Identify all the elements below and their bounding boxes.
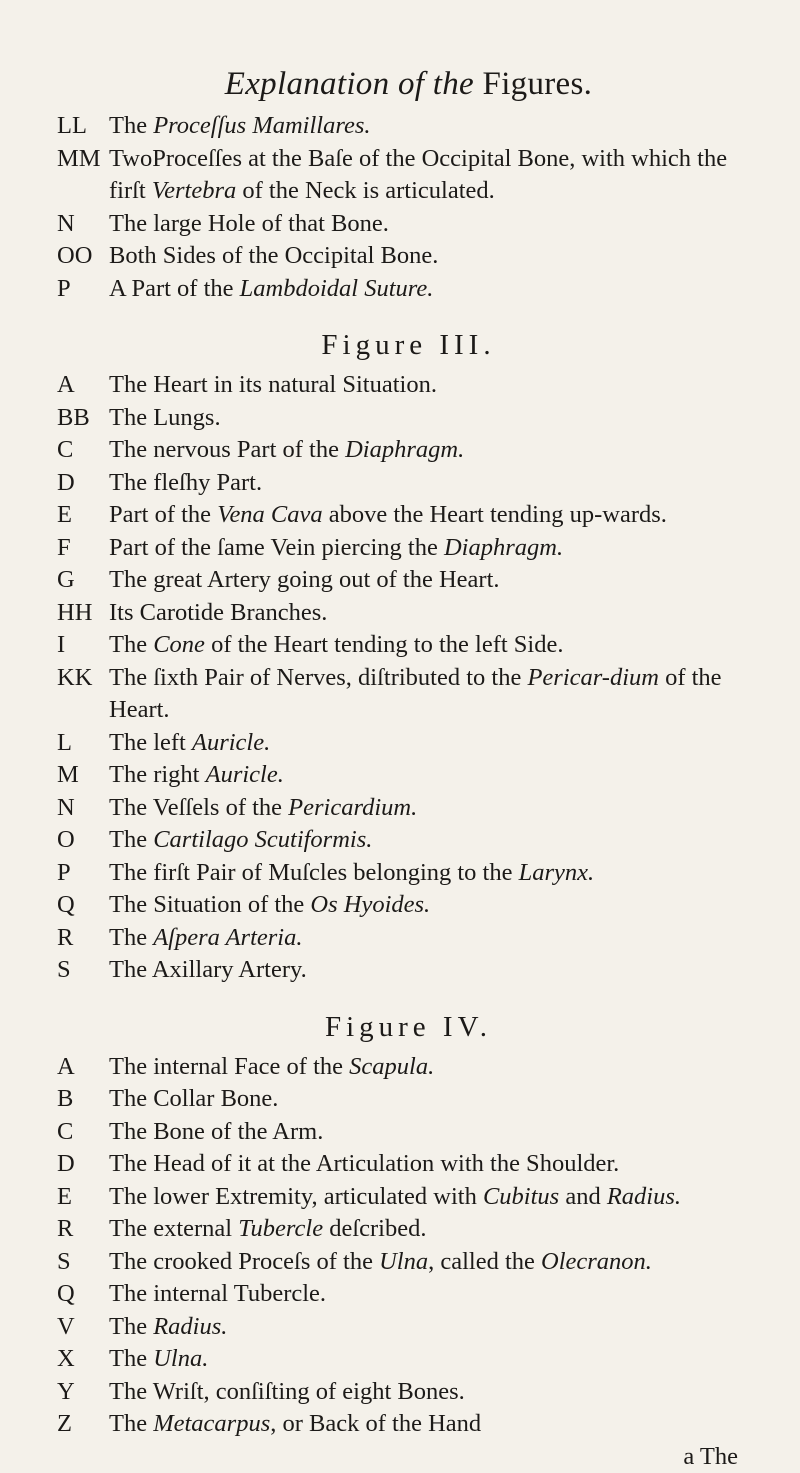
legend-text <box>109 499 760 532</box>
text-run: The nervous Part of the <box>109 436 346 463</box>
legend-key: A <box>57 1052 75 1080</box>
running-head <box>57 62 760 106</box>
legend-key: KK <box>57 663 93 691</box>
legend-entry <box>57 110 760 143</box>
legend-key: E <box>57 501 72 528</box>
legend-text <box>109 1051 760 1084</box>
legend-key: P <box>57 858 71 886</box>
text-run: of the Neck is articulated. <box>236 177 495 204</box>
legend-text <box>109 369 760 402</box>
text-run: Both Sides of the Occipital Bone. <box>109 242 439 269</box>
legend-key: I <box>57 631 66 658</box>
italic-term: Diaphragm. <box>443 533 564 561</box>
legend-entry <box>57 208 760 241</box>
legend-entry <box>57 759 760 792</box>
legend-key: N <box>57 209 75 237</box>
legend-key: OO <box>57 242 93 269</box>
legend-text <box>109 208 760 241</box>
italic-term: Proceſſus Mamillares. <box>153 112 371 139</box>
legend-key: C <box>57 1117 74 1145</box>
italic-term: Larynx. <box>518 858 595 886</box>
legend-key: S <box>57 956 71 983</box>
text-run: The Bone of the Arm. <box>109 1117 324 1145</box>
legend-text <box>109 1213 760 1246</box>
legend-text <box>109 727 760 760</box>
italic-term: Radius. <box>606 1182 682 1210</box>
text-run: The Lungs. <box>109 403 221 431</box>
running-head-italic: Explanation of the <box>224 66 474 102</box>
text-run: deſcribed. <box>323 1215 427 1242</box>
legend-entry <box>57 1083 760 1116</box>
text-run: The left <box>109 728 192 756</box>
legend-key: G <box>57 566 75 593</box>
italic-term: Radius. <box>153 1312 228 1340</box>
text-run: Part of the ſame Vein piercing the <box>109 533 444 561</box>
legend-entry <box>57 1213 760 1246</box>
text-run: The <box>109 1410 154 1437</box>
legend-key: R <box>57 1215 74 1242</box>
text-run: The <box>109 112 154 139</box>
text-run: The fleſhy Part. <box>109 468 263 496</box>
text-run: The Collar Bone. <box>109 1085 279 1112</box>
text-run: The crooked Proceſs of the <box>109 1247 380 1275</box>
legend-entry <box>57 629 760 662</box>
text-run: The <box>109 923 154 951</box>
legend-key: X <box>57 1345 75 1372</box>
italic-term: Cartilago Scutiformis. <box>153 826 373 853</box>
legend-entry <box>57 922 760 955</box>
figure-3-list <box>57 369 760 987</box>
legend-entry <box>57 1311 760 1344</box>
italic-term: Pericar-dium <box>527 663 659 691</box>
text-run: A Part of the <box>109 274 240 302</box>
italic-term: Tubercle <box>238 1215 324 1242</box>
italic-term: Olecranon. <box>541 1247 652 1275</box>
legend-text <box>109 1246 760 1279</box>
text-run: Its Carotide Branches. <box>109 598 328 626</box>
legend-text <box>109 1376 760 1409</box>
text-run: The Wriſt, conſiſting of eight Bones. <box>109 1377 465 1405</box>
legend-key: A <box>57 371 75 398</box>
legend-text <box>109 1116 760 1149</box>
legend-text <box>109 1083 760 1116</box>
legend-entry <box>57 1278 760 1311</box>
italic-term: Vertebra <box>151 177 237 204</box>
text-run: The large Hole of that Bone. <box>109 209 389 237</box>
legend-text <box>109 597 760 630</box>
italic-term: Ulna. <box>153 1345 209 1372</box>
legend-text <box>109 889 760 922</box>
legend-text <box>109 629 760 662</box>
legend-key: P <box>57 274 71 302</box>
section-top-list <box>57 110 760 305</box>
legend-text <box>109 857 760 890</box>
text-run: of the Heart tending to the left Side. <box>204 631 564 658</box>
legend-entry <box>57 1116 760 1149</box>
legend-entry <box>57 824 760 857</box>
text-run: The <box>109 826 154 853</box>
legend-entry <box>57 1051 760 1084</box>
text-run: The ſixth Pair of Nerves, diſtributed to the <box>109 663 528 691</box>
legend-entry <box>57 402 760 435</box>
legend-entry <box>57 1343 760 1376</box>
legend-key: N <box>57 793 75 821</box>
legend-text <box>109 1181 760 1214</box>
text-run: above the Heart tending up-wards. <box>322 501 667 528</box>
legend-text <box>109 273 760 306</box>
legend-entry <box>57 1408 760 1441</box>
italic-term: Ulna <box>379 1247 429 1275</box>
italic-term: Scapula. <box>349 1052 435 1080</box>
italic-term: Pericardium. <box>288 793 418 821</box>
legend-entry <box>57 240 760 273</box>
legend-text <box>109 434 760 467</box>
legend-key: Y <box>57 1377 75 1405</box>
legend-text <box>109 1148 760 1181</box>
text-run: The internal Tubercle. <box>109 1280 327 1307</box>
italic-term: Diaphragm. <box>345 436 465 463</box>
italic-term: Vena Cava <box>217 501 323 528</box>
legend-text <box>109 954 760 987</box>
legend-entry <box>57 954 760 987</box>
text-run: The Axillary Artery. <box>109 956 307 983</box>
legend-text <box>109 824 760 857</box>
text-run: , called the <box>428 1247 542 1275</box>
legend-entry <box>57 1181 760 1214</box>
italic-term: Cone <box>153 631 205 658</box>
legend-entry <box>57 273 760 306</box>
text-run: The Head of it at the Articulation with the Shoulder. <box>109 1150 620 1177</box>
legend-key: Z <box>57 1410 72 1437</box>
legend-key: D <box>57 468 75 496</box>
legend-entry <box>57 434 760 467</box>
text-run: The internal Face of the <box>109 1052 350 1080</box>
legend-entry <box>57 143 760 208</box>
legend-key: MM <box>57 144 101 172</box>
text-run: The <box>109 1345 154 1372</box>
italic-term: Metacarpus <box>153 1410 271 1437</box>
legend-entry <box>57 889 760 922</box>
legend-text <box>109 564 760 597</box>
figure-4-heading: Figure IV. <box>324 1010 493 1043</box>
text-run: The Heart in its natural Situation. <box>109 371 437 398</box>
legend-text <box>109 922 760 955</box>
italic-term: Lambdoidal Suture. <box>239 274 434 302</box>
legend-entry <box>57 532 760 565</box>
text-run: and <box>559 1182 607 1210</box>
legend-key: S <box>57 1247 71 1275</box>
legend-entry <box>57 597 760 630</box>
legend-key: L <box>57 728 72 756</box>
text-run: Part of the <box>109 501 218 528</box>
legend-text <box>109 759 760 792</box>
text-run: The right <box>109 761 206 788</box>
legend-text <box>109 143 760 208</box>
legend-entry <box>57 564 760 597</box>
text-run: The <box>109 1312 154 1340</box>
legend-text <box>109 1311 760 1344</box>
legend-key: BB <box>57 403 90 431</box>
text-run: The firſt Pair of Muſcles belonging to the <box>109 858 519 886</box>
legend-key: LL <box>57 112 87 139</box>
legend-text <box>109 402 760 435</box>
legend-key: R <box>57 923 74 951</box>
legend-key: E <box>57 1182 72 1210</box>
legend-entry <box>57 1148 760 1181</box>
legend-text <box>109 1408 760 1441</box>
legend-key: Q <box>57 891 75 918</box>
legend-entry <box>57 369 760 402</box>
legend-text <box>109 1343 760 1376</box>
legend-entry <box>57 467 760 500</box>
legend-text <box>109 110 760 143</box>
legend-key: O <box>57 826 75 853</box>
legend-key: HH <box>57 598 93 626</box>
legend-key: Q <box>57 1280 75 1307</box>
legend-key: C <box>57 436 74 463</box>
text-run: , or Back of the Hand <box>270 1410 482 1437</box>
legend-text <box>109 532 760 565</box>
italic-term: Aſpera Arteria. <box>153 923 303 951</box>
legend-text <box>109 467 760 500</box>
italic-term: Os Hyoides. <box>310 891 431 918</box>
running-head-roman: Figures. <box>482 66 593 102</box>
legend-key: B <box>57 1085 74 1112</box>
legend-entry <box>57 1246 760 1279</box>
italic-term: Cubitus <box>482 1182 560 1210</box>
legend-key: M <box>57 761 79 788</box>
text-run: The lower Extremity, articulated with <box>109 1182 483 1210</box>
legend-key: V <box>57 1312 75 1340</box>
legend-text <box>109 662 760 727</box>
text-run: The great Artery going out of the Heart. <box>109 566 500 593</box>
legend-entry <box>57 727 760 760</box>
text-run: of the Heart. <box>109 663 722 723</box>
catchword: a The <box>683 1442 738 1470</box>
text-run: TwoProceſſes at the Baſe of the Occipital Bone, with which the firſt <box>109 144 728 204</box>
italic-term: Auricle. <box>205 761 284 788</box>
legend-entry <box>57 792 760 825</box>
legend-text <box>109 1278 760 1311</box>
italic-term: Auricle. <box>192 728 271 756</box>
legend-entry <box>57 662 760 727</box>
legend-text <box>109 240 760 273</box>
figure-3-heading: Figure III. <box>321 329 496 361</box>
legend-key: D <box>57 1150 75 1177</box>
legend-entry <box>57 1376 760 1409</box>
legend-key: F <box>57 533 71 561</box>
text-run: The <box>109 631 154 658</box>
text-run: The Situation of the <box>109 891 311 918</box>
text-run: The external <box>109 1215 239 1242</box>
legend-entry <box>57 857 760 890</box>
figure-4-list <box>57 1051 760 1441</box>
legend-text <box>109 792 760 825</box>
legend-entry <box>57 499 760 532</box>
text-run: The Veſſels of the <box>109 793 289 821</box>
